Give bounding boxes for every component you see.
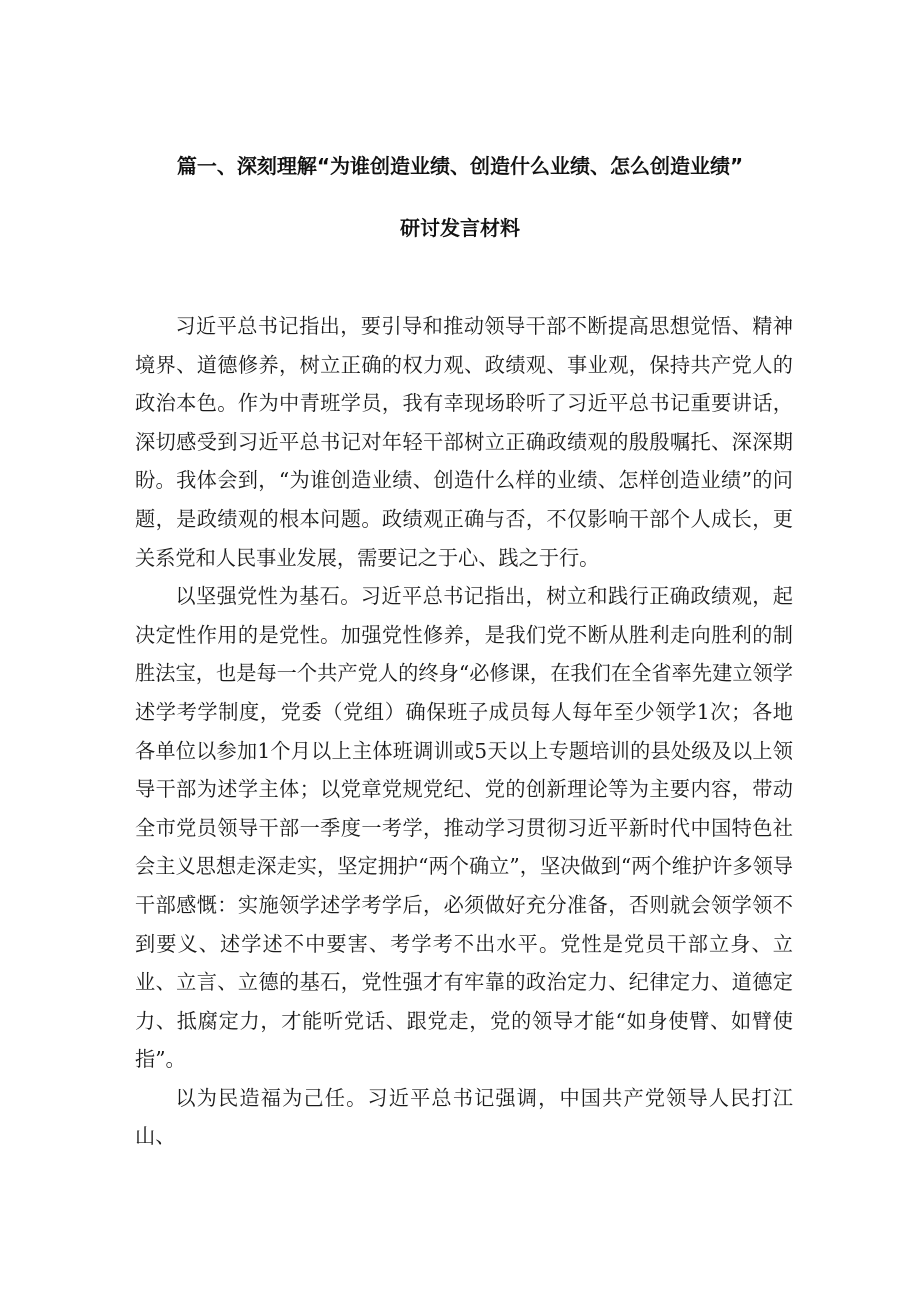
document-title-line-2: 研讨发言材料 (400, 216, 520, 240)
document-body (135, 307, 793, 1156)
document-title-line-1: 篇一、深刻理解“为谁创造业绩、创造什么业绩、怎么创造业绩” (176, 154, 744, 178)
paragraph-people-welfare: 以为民造福为己任。习近平总书记强调，中国共产党领导人民打江山、 (135, 1085, 793, 1149)
paragraph-party-spirit: 以坚强党性为基石。习近平总书记指出，树立和践行正确政绩观，起决定性作用的是党性。加强党性修养，是我们党不断从胜利走向胜利的制胜法宝，也是每一个共产党人的终身“必修课，在我们在全省率先建立领学述学考学制度，党委（党组）确保班子成员每人每年至少领学1次；各地各单位以参加1个月以上主体班调训或5天以上专题培训的县处级及以上领导干部为述学主体；以党章党规党纪、党的创新理论等为主要内容，带动全市党员领导干部一季度一考学，推动学习贯彻习近平新时代中国特色社会主义思想走深走实，坚定拥护“两个确立”，坚决做到“两个维护许多领导干部感慨：实施领学述学考学后，必须做好充分准备，否则就会领学领不到要义、述学述不中要害、考学考不出水平。党性是党员干部立身、立业、立言、立德的基石，党性强才有牢靠的政治定力、纪律定力、道德定力、抵腐定力，才能听党话、跟党走，党的领导才能“如身使臂、如臂使指”。 (135, 584, 793, 1072)
paragraph-intro: 习近平总书记指出，要引导和推动领导干部不断提高思想觉悟、精神境界、道德修养，树立正确的权力观、政绩观、事业观，保持共产党人的政治本色。作为中青班学员，我有幸现场聆听了习近平总书记重要讲话，深切感受到习近平总书记对年轻干部树立正确政绩观的殷殷嘱托、深深期盼。我体会到，“为谁创造业绩、创造什么样的业绩、怎样创造业绩”的问题，是政绩观的根本问题。政绩观正确与否，不仅影响干部个人成长，更关系党和人民事业发展，需要记之于心、践之于行。 (135, 314, 793, 570)
